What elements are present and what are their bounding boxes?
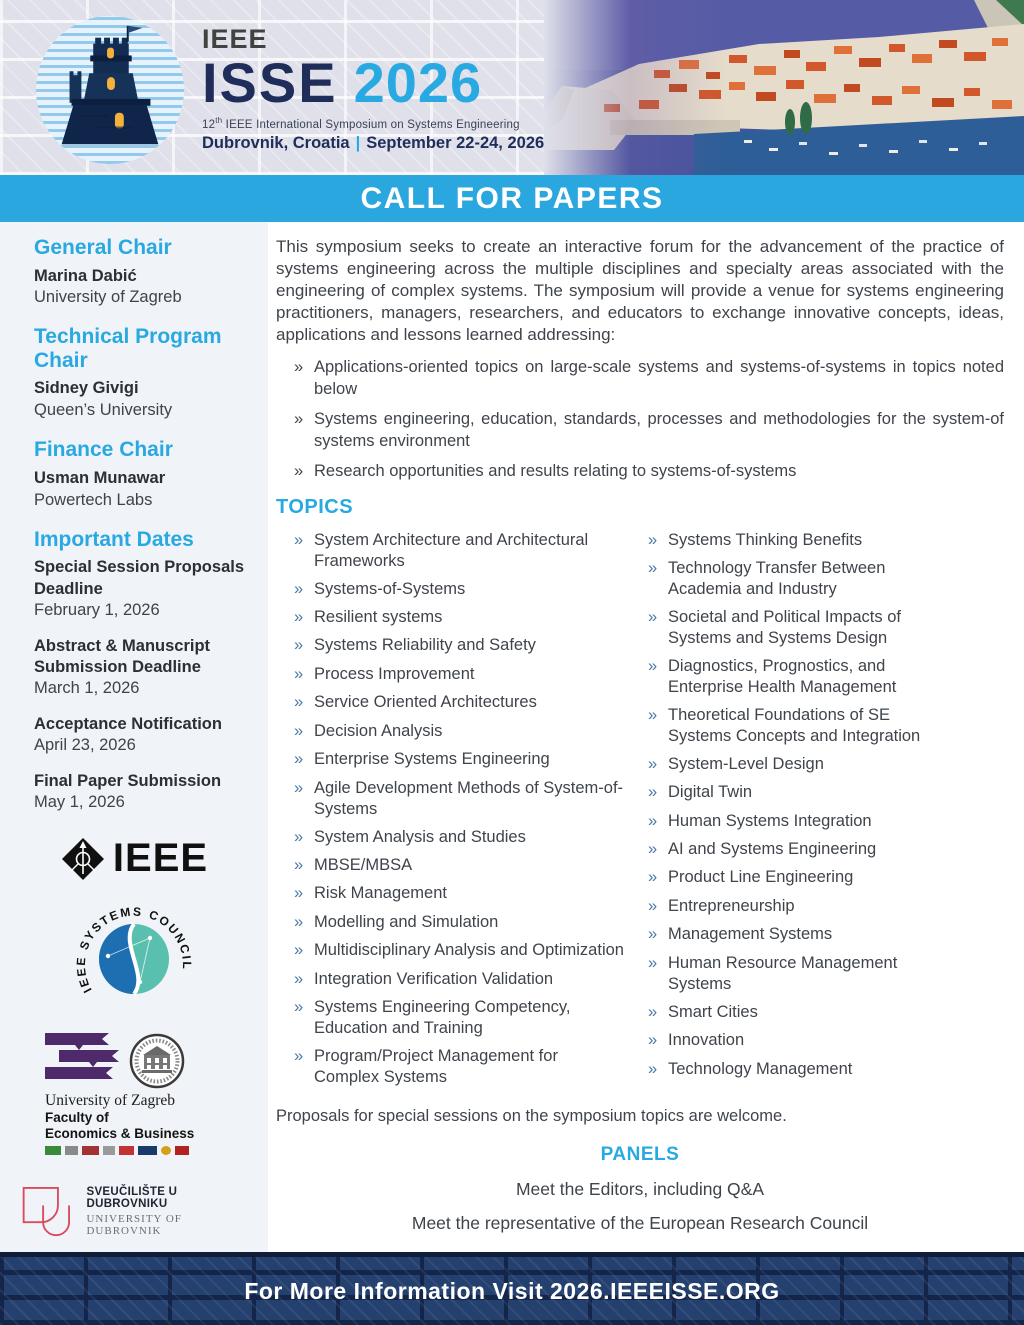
chair-affiliation: Powertech Labs <box>34 490 153 509</box>
chevron-bullet-icon: » <box>294 721 304 740</box>
dubrovnik-du-monogram-icon <box>19 1181 76 1243</box>
chevron-bullet-icon: » <box>648 896 658 915</box>
chair-name: Sidney Givigi <box>34 379 139 398</box>
topic-item: » Enterprise Systems Engineering <box>294 749 624 770</box>
zagreb-university-text: University of Zagreb <box>45 1091 175 1109</box>
separator-bar: | <box>355 133 361 152</box>
systems-council-globe-icon <box>74 896 194 1016</box>
date-item: Final Paper Submission May 1, 2026 <box>34 771 222 812</box>
topics-right-column <box>648 530 948 1095</box>
conference-subtitle: 12th IEEE International Symposium on Systems Engineering <box>202 116 520 131</box>
chevron-bullet-icon: » <box>648 868 658 887</box>
date-item: Abstract & Manuscript Submission Deadline March 1, 2026 <box>34 636 211 698</box>
special-sessions-note: Proposals for special sessions on the symposium topics are welcome. <box>276 1106 787 1125</box>
chevron-bullet-icon: » <box>294 664 304 683</box>
chevron-bullet-icon: » <box>648 656 658 675</box>
chevron-bullet-icon: » <box>648 811 658 830</box>
photo-fade-overlay <box>544 0 1024 175</box>
intro-bullet-list <box>276 357 1004 482</box>
technical-program-chair-section <box>34 325 254 422</box>
chevron-bullet-icon: » <box>294 750 304 769</box>
topic-item: » Systems-of-Systems <box>294 579 624 600</box>
chevron-bullet-icon: » <box>294 855 304 874</box>
topic-item: » Human Systems Integration <box>648 811 948 832</box>
ieee-logo <box>60 836 208 882</box>
topic-item: » Systems Reliability and Safety <box>294 635 624 656</box>
section-heading: General Chair <box>34 236 172 259</box>
university-of-zagreb-logo <box>45 1033 223 1155</box>
topic-item: » Decision Analysis <box>294 721 624 742</box>
chevron-bullet-icon: » <box>294 778 304 797</box>
chevron-bullet-icon: » <box>648 608 658 626</box>
topic-item: » Technology Management <box>648 1059 948 1080</box>
ieee-logo-text: IEEE <box>112 836 209 881</box>
topic-item: » Management Systems <box>648 924 948 945</box>
university-of-dubrovnik-logo <box>19 1181 249 1243</box>
section-heading: Important Dates <box>34 527 194 551</box>
date-item: Special Session Proposals Deadline February 1, 2026 <box>34 558 245 620</box>
chevron-bullet-icon: » <box>294 941 304 960</box>
chevron-bullet-icon: » <box>294 358 304 377</box>
chevron-bullet-icon: » <box>648 1002 658 1021</box>
topic-item: » MBSE/MBSA <box>294 855 624 876</box>
castle-logo <box>36 16 184 164</box>
sidebar <box>0 222 268 1252</box>
topics-heading: TOPICS <box>276 495 354 518</box>
topic-item: » Theoretical Foundations of SE Systems Concepts and Integration <box>648 705 921 745</box>
topic-item: » Program/Project Management for Complex Systems <box>294 1047 558 1087</box>
topic-item: » Service Oriented Architectures <box>294 692 624 713</box>
section-heading: Finance Chair <box>34 438 173 462</box>
chevron-bullet-icon: » <box>294 462 304 481</box>
bullet-item: » Applications-oriented topics on large-scale systems and systems-of-systems in topics noted below <box>294 357 1004 400</box>
finance-chair-section <box>34 438 254 511</box>
topic-item: » Diagnostics, Prognostics, and Enterprise Health Management <box>648 656 897 696</box>
chair-name: Usman Munawar <box>34 468 166 487</box>
chevron-bullet-icon: » <box>648 559 658 578</box>
topics-columns <box>276 530 1004 1095</box>
chevron-bullet-icon: » <box>648 925 658 944</box>
chevron-bullet-icon: » <box>648 1031 658 1050</box>
year-wordmark: 2026 <box>353 51 483 114</box>
panel-item: Meet the representative of the European Research Council <box>411 1212 869 1233</box>
topic-item: » Risk Management <box>294 883 624 904</box>
chevron-bullet-icon: » <box>648 953 658 972</box>
chevron-bullet-icon: » <box>294 636 304 655</box>
topics-left-column <box>294 530 624 1095</box>
accreditation-badges <box>45 1146 223 1155</box>
topic-item: » Agile Development Methods of System-of-Systems <box>294 778 624 818</box>
castle-tower-icon <box>36 16 184 164</box>
footer-info-text: For More Information Visit 2026.IEEEISSE.ORG <box>244 1277 780 1304</box>
chevron-bullet-icon: » <box>648 705 658 724</box>
date-item: Acceptance Notification April 23, 2026 <box>34 714 222 755</box>
sponsor-logos <box>34 836 234 1243</box>
chevron-bullet-icon: » <box>648 530 658 549</box>
svg-text:IEEE SYSTEMS COUNCIL: IEEE SYSTEMS COUNCIL <box>74 904 194 995</box>
zagreb-faculty-text-line2: Economics & Business <box>45 1125 195 1141</box>
panel-item: Meet the Editors, including Q&A <box>515 1178 765 1199</box>
section-heading: Technical Program Chair <box>34 325 222 372</box>
main-content <box>268 222 1024 1252</box>
topic-item: » System Architecture and Architectural Frameworks <box>294 530 589 570</box>
topic-item: » Resilient systems <box>294 607 624 628</box>
topic-item: » Multidisciplinary Analysis and Optimization <box>294 940 624 961</box>
topic-item: » Systems Engineering Competency, Education and Training <box>294 998 571 1038</box>
zagreb-seal-icon <box>129 1033 185 1089</box>
isse-wordmark: ISSE <box>202 51 338 114</box>
zagreb-feb-mark-icon <box>45 1033 123 1083</box>
banner-title: CALL FOR PAPERS <box>360 181 664 215</box>
topic-item: » Process Improvement <box>294 664 624 685</box>
panels-heading: PANELS <box>600 1143 680 1165</box>
important-dates-section <box>34 528 254 814</box>
topic-item: » Entrepreneurship <box>648 896 948 917</box>
chevron-bullet-icon: » <box>294 530 304 549</box>
topic-item: » Innovation <box>648 1030 948 1051</box>
topic-item: » System Analysis and Studies <box>294 827 624 848</box>
topic-item: » Product Line Engineering <box>648 867 948 888</box>
dubrovnik-text-line1: SVEUČILIŠTE U DUBROVNIKU <box>86 1186 178 1211</box>
location-text: Dubrovnik, Croatia <box>202 133 350 152</box>
footer <box>0 1252 1024 1325</box>
intro-paragraph: This symposium seeks to create an interactive forum for the advancement of the practice of systems engineering across the multiple disciplines and specialty areas associated with the engineering of complex systems. The symposium will provide a venue for systems engineering practitioners, managers, researchers, and educators to exchange innovative concepts, ideas, applications and lessons learned addressing: <box>276 237 1004 345</box>
general-chair-section <box>34 236 254 309</box>
chevron-bullet-icon: » <box>294 884 304 903</box>
dates-text: September 22-24, 2026 <box>366 133 545 152</box>
chevron-bullet-icon: » <box>648 1059 658 1078</box>
topic-item: » Modelling and Simulation <box>294 912 624 933</box>
chevron-bullet-icon: » <box>294 827 304 846</box>
chevron-bullet-icon: » <box>294 912 304 931</box>
chevron-bullet-icon: » <box>648 840 658 859</box>
chevron-bullet-icon: » <box>294 969 304 988</box>
bullet-item: » Research opportunities and results relating to systems-of-systems <box>294 461 1004 482</box>
bullet-item: » Systems engineering, education, standards, processes and methodologies for the system-of systems environment <box>294 409 1004 452</box>
topic-item: » Human Resource Management Systems <box>648 953 898 993</box>
topic-item: » Digital Twin <box>648 782 948 803</box>
topic-item: » Societal and Political Impacts of Systems and Systems Design <box>648 608 901 647</box>
ieee-diamond-icon <box>60 836 106 882</box>
topic-item: » AI and Systems Engineering <box>648 839 948 860</box>
ieee-wordmark: IEEE <box>202 24 268 54</box>
chair-affiliation: University of Zagreb <box>34 288 182 307</box>
chevron-bullet-icon: » <box>294 410 304 429</box>
chevron-bullet-icon: » <box>648 783 658 802</box>
topic-item: » Smart Cities <box>648 1002 948 1023</box>
topic-item: » Technology Transfer Between Academia and Industry <box>648 559 886 599</box>
chair-affiliation: Queen’s University <box>34 401 173 420</box>
chevron-bullet-icon: » <box>294 1047 304 1066</box>
chevron-bullet-icon: » <box>294 579 304 598</box>
zagreb-faculty-text-line1: Faculty of <box>45 1109 109 1125</box>
dubrovnik-photo <box>544 0 1024 175</box>
call-for-papers-banner <box>0 175 1024 222</box>
topic-item: » Integration Verification Validation <box>294 969 624 990</box>
location-date-line <box>202 134 544 153</box>
conference-logotype <box>202 26 544 153</box>
chevron-bullet-icon: » <box>648 754 658 773</box>
chevron-bullet-icon: » <box>294 693 304 712</box>
ieee-systems-council-logo <box>74 896 194 1021</box>
topic-item: » Systems Thinking Benefits <box>648 530 948 551</box>
dubrovnik-text-line2: UNIVERSITY OF DUBROVNIK <box>86 1213 182 1238</box>
topic-item: » System-Level Design <box>648 754 948 775</box>
chair-name: Marina Dabić <box>34 266 137 285</box>
header <box>0 0 1024 175</box>
chevron-bullet-icon: » <box>294 998 304 1017</box>
chevron-bullet-icon: » <box>294 608 304 626</box>
